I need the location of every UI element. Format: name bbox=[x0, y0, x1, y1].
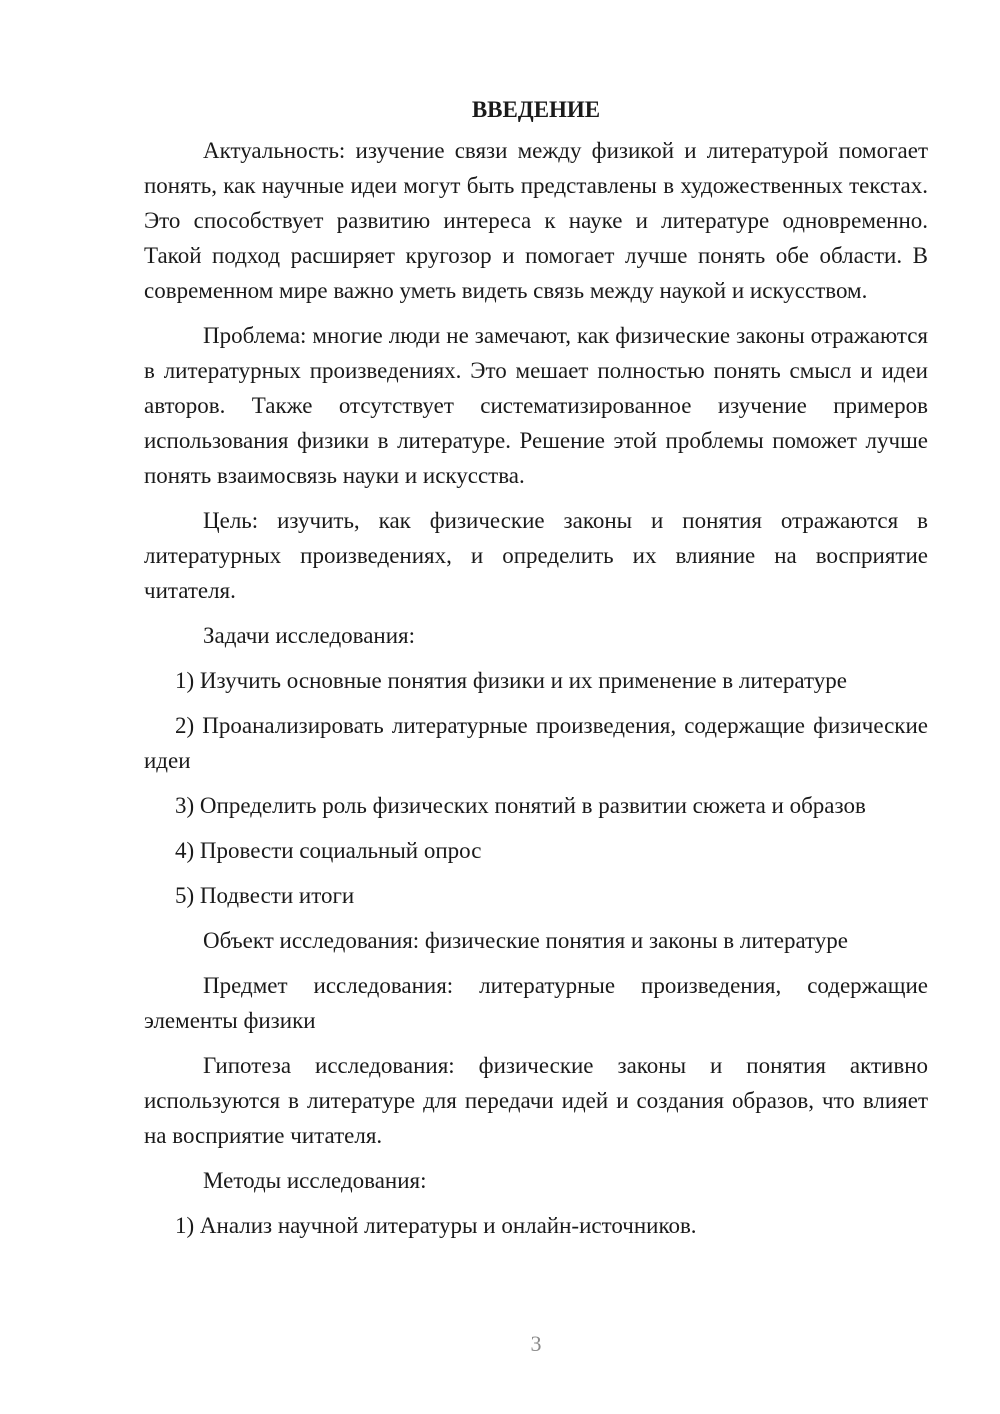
document-page bbox=[144, 92, 928, 1253]
relevance-paragraph: Актуальность: изучение связи между физикой и литературой помогает понять, как научные идеи могут быть представлены в художественных текстах. Это способствует развитию интереса к науке и литературе одновременно. Такой подход расширяет кругозор и помогает лучше понять обе области. В современном мире важно уметь видеть связь между наукой и искусством. bbox=[144, 138, 928, 303]
object-paragraph: Объект исследования: физические понятия и законы в литературе bbox=[203, 928, 849, 953]
subject-paragraph: Предмет исследования: литературные произведения, содержащие элементы физики bbox=[144, 973, 928, 1033]
task-item-5: 5) Подвести итоги bbox=[175, 883, 355, 908]
tasks-heading: Задачи исследования: bbox=[203, 623, 416, 648]
tasks-list bbox=[144, 663, 928, 913]
methods-list bbox=[144, 1208, 928, 1243]
task-item-3: 3) Определить роль физических понятий в развитии сюжета и образов bbox=[175, 793, 866, 818]
task-item-4: 4) Провести социальный опрос bbox=[175, 838, 482, 863]
goal-paragraph: Цель: изучить, как физические законы и понятия отражаются в литературных произведениях, и определить их влияние на восприятие читателя. bbox=[144, 508, 928, 603]
task-item-1: 1) Изучить основные понятия физики и их применение в литературе bbox=[175, 668, 847, 693]
method-item-1: 1) Анализ научной литературы и онлайн-источников. bbox=[175, 1213, 697, 1238]
task-item-2: 2) Проанализировать литературные произведения, содержащие физические идеи bbox=[144, 713, 928, 773]
methods-heading: Методы исследования: bbox=[203, 1168, 427, 1193]
hypothesis-paragraph: Гипотеза исследования: физические законы и понятия активно используются в литературе для передачи идей и создания образов, что влияет на восприятие читателя. bbox=[144, 1053, 928, 1148]
page-number: 3 bbox=[530, 1331, 542, 1356]
problem-paragraph: Проблема: многие люди не замечают, как физические законы отражаются в литературных произведениях. Это мешает полностью понять смысл и идеи авторов. Также отсутствует систематизированное изучение примеров использования физики в литературе. Решение этой проблемы поможет лучше понять взаимосвязь науки и искусства. bbox=[144, 323, 928, 488]
section-title: ВВЕДЕНИЕ bbox=[471, 97, 601, 122]
